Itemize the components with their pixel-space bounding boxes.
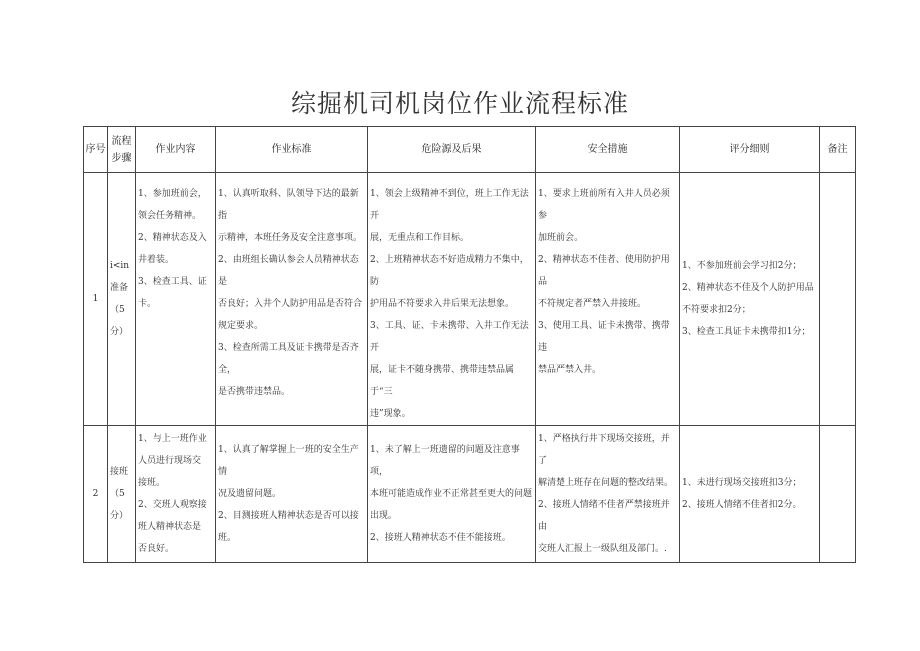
row1-scoring: 1、不参加班前会学习扣2分； 2、精神状态不佳及个人防护用品 不符要求扣2分； 3、检查工具证卡未携带扣1分； (680, 173, 820, 426)
header-scoring: 评分细则 (680, 127, 820, 173)
workflow-standard-table (83, 126, 856, 563)
row1-measures: 1、要求上班前所有入井人员必须参 加班前会。 2、精神状态不佳者、使用防护用品 不符规定者严禁入井接班。 3、使用工具、证卡未携带、携带违 禁品严禁入井。 (536, 173, 680, 426)
row2-content: 1、与上一班作业 人员进行现场交 接班。 2、交班人观察接 班人精神状态是 否良好。 (136, 426, 216, 563)
header-remarks: 备注 (820, 127, 856, 173)
table-row (84, 173, 856, 426)
row1-remarks (820, 173, 856, 426)
header-step (108, 127, 136, 173)
header-hazard: 危险源及后果 (368, 127, 536, 173)
header-standard: 作业标准 (216, 127, 368, 173)
row2-step: 接班 （5 分） (108, 426, 136, 563)
row2-remarks (820, 426, 856, 563)
row2-standard: 1、认真了解掌握上一班的安全生产情 况及遗留问题。 2、目测接班人精神状态是否可以接班。 (216, 426, 368, 563)
row1-standard: 1、认真听取科、队领导下达的最新指 示精神，本班任务及安全注意事项。 2、由班组长确认参会人员精神状态是 否良好；入井个人防护用品是否符合 规定要求。 3、检查所需工具及证卡携带是否齐全， 是否携带违禁品。 (216, 173, 368, 426)
row2-seq: 2 (84, 426, 108, 563)
row1-seq: 1 (84, 173, 108, 426)
header-seq: 序号 (84, 127, 108, 173)
header-content: 作业内容 (136, 127, 216, 173)
row2-scoring: 1、未进行现场交接班扣3分； 2、接班人情绪不佳者扣2分。 (680, 426, 820, 563)
row1-content: 1、参加班前会， 领会任务精神。 2、精神状态及入 井着装。 3、检查工具、证 卡。 (136, 173, 216, 426)
table-row (84, 426, 856, 563)
header-row (84, 127, 856, 173)
row2-hazard: 1、未了解上一班遗留的问题及注意事项， 本班可能造成作业不正常甚至更大的问题 出现。 2、接班人精神状态不佳不能接班。 (368, 426, 536, 563)
row1-step: i<in 准备 （5分） (108, 173, 136, 426)
page-title: 综掘机司机岗位作业流程标准 (290, 89, 629, 118)
row2-measures: 1、严格执行井下现场交接班，并了 解清楚上班存在问题的整改结果。 2、接班人情绪不佳者严禁接班并由 交班人汇报上一级队组及部门。. (536, 426, 680, 563)
header-step-text: 流程 步骤 (111, 135, 132, 164)
row1-hazard: 1、领会上级精神不到位，班上工作无法开 展，无重点和工作目标。 2、上班精神状态不好造成精力不集中，防 护用品不符要求入井后果无法想象。 3、工具、证、卡未携带、入井工作无法开 展，证卡不随身携带、携带违禁品属于“三 违”现象。 (368, 173, 536, 426)
header-measures: 安全措施 (536, 127, 680, 173)
